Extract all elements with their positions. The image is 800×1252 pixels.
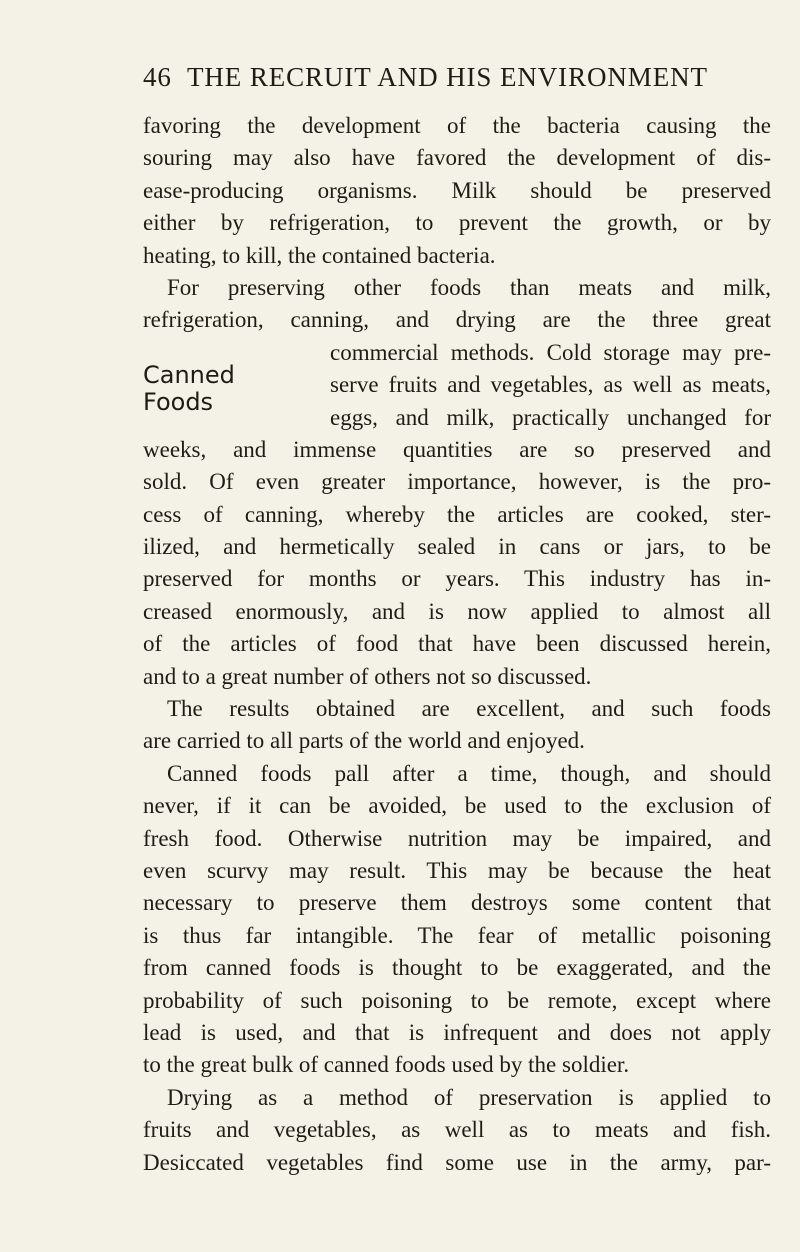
text-line: souring may also have favored the development of dis- (143, 145, 771, 171)
margin-heading-line: Foods (143, 388, 214, 416)
text-line: is thus far intangible. The fear of metallic poisoning (143, 922, 771, 948)
text-line: ease-producing organisms. Milk should be preserved (143, 177, 771, 203)
text-line: For preserving other foods than meats and milk, (167, 274, 771, 300)
text-line: sold. Of even greater importance, however, is the pro- (143, 469, 771, 495)
text-line: fruits and vegetables, as well as to meats and fish. (143, 1117, 771, 1143)
text-line: to the great bulk of canned foods used by the soldier. (143, 1052, 630, 1078)
running-title: THE RECRUIT AND HIS ENVIRONMENT (186, 62, 708, 92)
text-line: from canned foods is thought to be exaggerated, and the (143, 955, 771, 981)
text-line: serve fruits and vegetables, as well as meats, (330, 372, 771, 398)
text-line: lead is used, and that is infrequent and does not apply (143, 1019, 771, 1045)
text-line: Desiccated vegetables find some use in the army, par- (143, 1149, 771, 1175)
text-line: are carried to all parts of the world and enjoyed. (143, 728, 585, 754)
text-line: creased enormously, and is now applied to almost all (143, 598, 771, 624)
text-line: and to a great number of others not so discussed. (143, 663, 592, 689)
text-line: preserved for months or years. This industry has in- (143, 566, 771, 592)
text-line: even scurvy may result. This may be because the heat (143, 857, 771, 883)
text-line: probability of such poisoning to be remote, except where (143, 987, 771, 1013)
text-line: either by refrigeration, to prevent the growth, or by (143, 210, 771, 236)
text-line: of the articles of food that have been discussed herein, (143, 631, 771, 657)
text-line: favoring the development of the bacteria causing the (143, 113, 771, 138)
text-line: necessary to preserve them destroys some content that (143, 890, 771, 916)
text-line: fresh food. Otherwise nutrition may be impaired, and (143, 825, 771, 851)
text-line: Canned foods pall after a time, though, and should (167, 760, 771, 786)
body-text (143, 110, 771, 1179)
text-line: cess of canning, whereby the articles are cooked, ster- (143, 501, 771, 527)
page-number: 46 (143, 62, 172, 92)
text-line: ilized, and hermetically sealed in cans or jars, to be (143, 534, 771, 560)
text-line: never, if it can be avoided, be used to the exclusion of (143, 793, 771, 819)
text-line: eggs, and milk, practically unchanged for (330, 404, 771, 430)
running-head (143, 62, 743, 92)
text-line: weeks, and immense quantities are so preserved and (143, 436, 771, 462)
text-line: commercial methods. Cold storage may pre- (330, 339, 771, 365)
text-line: refrigeration, canning, and drying are the three great (143, 307, 771, 333)
margin-heading-line: Canned (143, 361, 235, 389)
text-line: heating, to kill, the contained bacteria. (143, 242, 496, 268)
text-line: The results obtained are excellent, and such foods (167, 696, 771, 722)
text-line: Drying as a method of preservation is applied to (167, 1084, 771, 1110)
